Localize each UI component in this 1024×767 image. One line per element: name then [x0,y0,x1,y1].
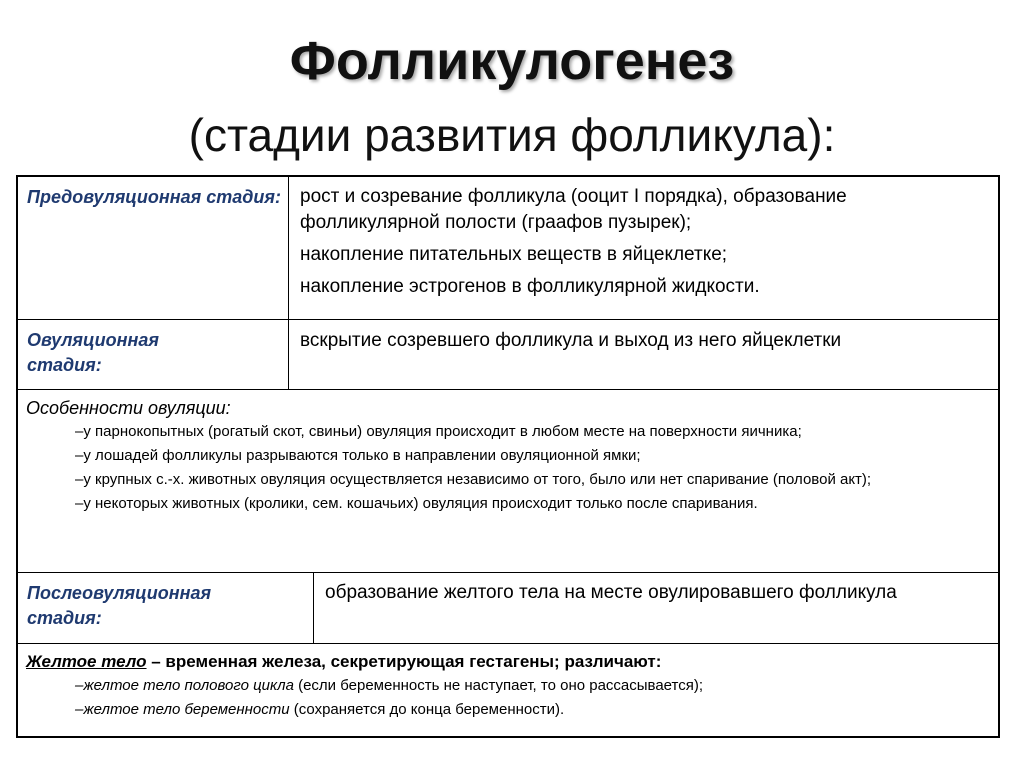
ovulation-label: Овуляционная стадия: [27,330,159,375]
postovulation-label: Послеовуляционная стадия: [27,583,212,628]
corpus-item-term: –желтое тело беременности [75,701,290,718]
row-postovulation [18,573,998,644]
preovulation-content-cell [289,177,998,319]
ovulation-text: вскрытие созревшего фолликула и выход из него яйцеклетки [300,330,842,351]
preovulation-label: Предовуляционная стадия: [27,187,282,207]
ovulation-content-cell [289,320,998,389]
features-heading: Особенности овуляции: [26,398,231,418]
corpus-item-term: –желтое тело полового цикла [75,677,294,694]
preovulation-item: накопление питательных веществ в яйцеклетке; [300,244,728,265]
preovulation-item: рост и созревание фолликула (ооцит I порядка), образование фолликулярной полости (граафов пузырек); [300,186,847,233]
row-preovulation [18,177,998,320]
stages-table [16,175,1000,738]
corpus-item-text: (если беременность не наступает, то оно рассасывается); [293,677,704,694]
features-item: –у лошадей фолликулы разрываются только в направлении овуляционной ямки; [75,447,641,464]
corpus-heading [18,644,998,674]
preovulation-item: накопление эстрогенов в фолликулярной жидкости. [300,276,760,297]
page-subtitle: (стадии развития фолликула): [188,109,836,161]
postovulation-text: образование желтого тела на месте овулировавшего фолликула [325,582,897,603]
row-corpus-luteum [18,644,998,736]
postovulation-content-cell [314,573,998,643]
row-ovulation [18,320,998,390]
page-title: Фолликулогенез [289,31,735,91]
ovulation-label-cell [18,320,289,389]
postovulation-label-cell [18,573,314,643]
preovulation-label-cell [18,177,289,319]
corpus-item [18,700,998,720]
features-item: –у парнокопытных (рогатый скот, свиньи) овуляция происходит в любом месте на поверхности яичника; [75,423,802,440]
corpus-item-text: (сохраняется до конца беременности). [289,701,565,718]
features-item: –у некоторых животных (кролики, сем. кошачьих) овуляция происходит только после спаривания. [75,495,758,512]
corpus-item [18,676,998,696]
corpus-definition: – временная железа, секретирующая гестагены; различают: [146,652,662,671]
features-item: –у крупных с.-х. животных овуляция осуществляется независимо от того, было или нет спаривание (половой акт); [75,471,872,488]
row-ovulation-features [18,390,998,573]
corpus-term: Желтое тело [26,652,147,671]
